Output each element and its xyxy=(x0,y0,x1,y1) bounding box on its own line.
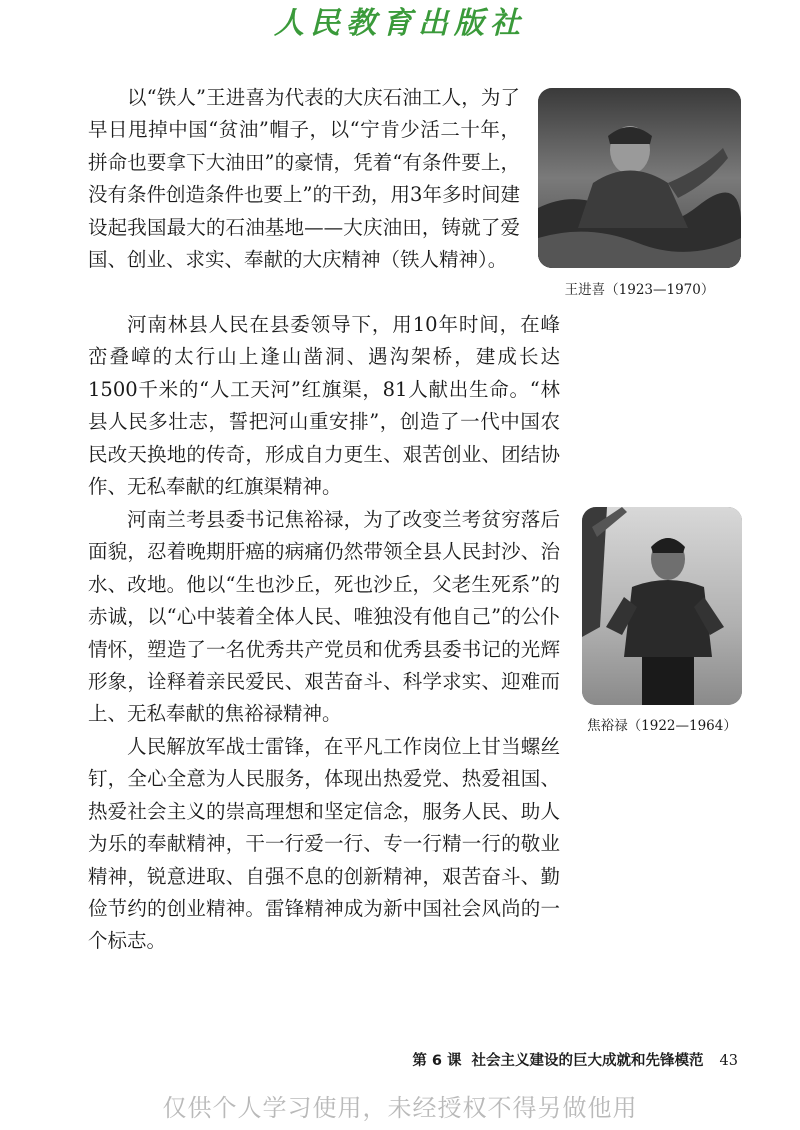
photo-wang-jinxi xyxy=(538,88,741,268)
caption-jiao-yulu: 焦裕禄（1922—1964） xyxy=(587,718,737,734)
footer-title: 社会主义建设的巨大成就和先锋模范 xyxy=(471,1053,704,1069)
page-footer xyxy=(412,1049,738,1070)
paragraph-jiao-yulu: 河南兰考县委书记焦裕禄，为了改变兰考贫穷落后面貌，忍着晚期肝癌的病痛仍然带领全县人民封沙、治水、改地。他以“生也沙丘，死也沙丘，父老生死系”的赤诚，以“心中装着全体人民、唯独没有他自己”的公仆情怀，塑造了一名优秀共产党员和优秀县委书记的光辉形象，诠释着亲民爱民、艰苦奋斗、科学求实、迎难而上、无私奉献的焦裕禄精神。 xyxy=(88,508,560,726)
photo-jiao-yulu xyxy=(582,507,742,705)
page-number: 43 xyxy=(719,1053,738,1069)
footer-lesson: 第 6 课 xyxy=(412,1053,462,1069)
paragraph-daqing: 以“铁人”王进喜为代表的大庆石油工人，为了早日甩掉中国“贫油”帽子，以“宁肯少活二十年，拼命也要拿下大油田”的豪情，凭着“有条件要上，没有条件创造条件也要上”的干劲，用3年多时间建设起我国最大的石油基地——大庆油田，铸就了爱国、创业、求实、奉献的大庆精神（铁人精神）。 xyxy=(88,86,520,272)
watermark-text: 仅供个人学习使用，未经授权不得另做他用 xyxy=(162,1094,638,1122)
paragraph-lei-feng: 人民解放军战士雷锋，在平凡工作岗位上甘当螺丝钉，全心全意为人民服务，体现出热爱党、热爱祖国、热爱社会主义的崇高理想和坚定信念，服务人民、助人为乐的奉献精神，干一行爱一行、专一行精一行的敬业精神，锐意进取、自强不息的创新精神，艰苦奋斗、勤俭节约的创业精神。雷锋精神成为新中国社会风尚的一个标志。 xyxy=(88,735,560,953)
caption-wang-jinxi: 王进喜（1923—1970） xyxy=(564,282,715,298)
paragraph-hongqiqu: 河南林县人民在县委领导下，用10年时间，在峰峦叠嶂的太行山上逢山凿洞、遇沟架桥，建成长达 1500千米的“人工天河”红旗渠，81人献出生命。“林县人民多壮志，誓把河山重安排”，创造了一代中国农民改天换地的传奇，形成自力更生、艰苦创业、团结协作、无私奉献的红旗渠精神。 xyxy=(88,313,560,499)
publisher-logo: 人民教育出版社 xyxy=(274,6,526,41)
